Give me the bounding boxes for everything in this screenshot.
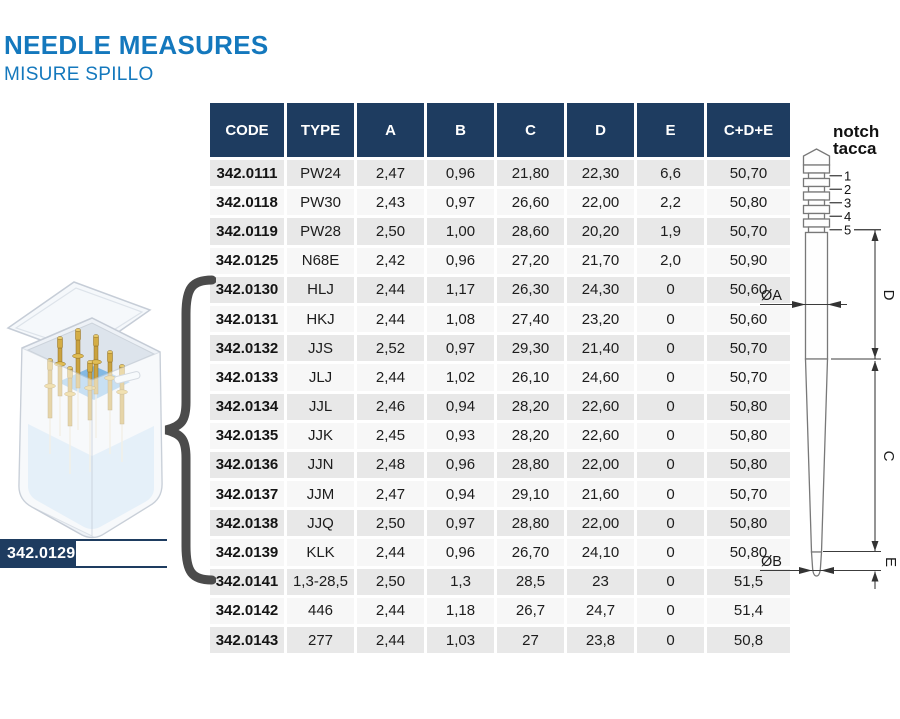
title-block: [4, 30, 269, 86]
cell-cde: 50,70: [707, 335, 790, 361]
cell-d: 22,00: [567, 510, 634, 536]
cell-type: JLJ: [287, 364, 354, 390]
product-box-photo: [2, 266, 174, 546]
cell-b: 1,18: [427, 598, 494, 624]
cell-cde: 50,80: [707, 510, 790, 536]
cell-cde: 50,80: [707, 423, 790, 449]
cell-b: 1,08: [427, 306, 494, 332]
cell-a: 2,44: [357, 627, 424, 653]
cell-d: 24,60: [567, 364, 634, 390]
cell-c: 29,10: [497, 481, 564, 507]
cell-d: 22,00: [567, 452, 634, 478]
cell-e: 0: [637, 598, 704, 624]
cell-code: 342.0142: [210, 598, 284, 624]
cell-e: 0: [637, 364, 704, 390]
cell-b: 1,3: [427, 569, 494, 595]
cell-c: 26,30: [497, 277, 564, 303]
cell-type: N68E: [287, 248, 354, 274]
cell-a: 2,43: [357, 189, 424, 215]
cell-d: 24,30: [567, 277, 634, 303]
table-row: [210, 539, 790, 565]
cell-c: 26,60: [497, 189, 564, 215]
cell-e: 0: [637, 335, 704, 361]
cell-e: 1,9: [637, 218, 704, 244]
cell-type: JJL: [287, 394, 354, 420]
cell-code: 342.0134: [210, 394, 284, 420]
cell-cde: 50,70: [707, 160, 790, 186]
svg-text:2: 2: [844, 182, 852, 197]
cell-c: 28,80: [497, 452, 564, 478]
cell-type: JJS: [287, 335, 354, 361]
cell-c: 28,80: [497, 510, 564, 536]
cell-code: 342.0133: [210, 364, 284, 390]
cell-d: 22,00: [567, 189, 634, 215]
dimension-lines: [760, 230, 899, 589]
cell-cde: 50,80: [707, 452, 790, 478]
table-row: [210, 335, 790, 361]
table-row: [210, 189, 790, 215]
cell-d: 23: [567, 569, 634, 595]
cell-e: 0: [637, 306, 704, 332]
table-row: [210, 218, 790, 244]
cell-a: 2,44: [357, 306, 424, 332]
table-row: [210, 306, 790, 332]
cell-a: 2,44: [357, 539, 424, 565]
cell-d: 21,60: [567, 481, 634, 507]
cell-e: 0: [637, 510, 704, 536]
cell-d: 22,60: [567, 423, 634, 449]
cell-a: 2,47: [357, 160, 424, 186]
cell-code: 342.0118: [210, 189, 284, 215]
cell-type: JJK: [287, 423, 354, 449]
cell-b: 0,97: [427, 510, 494, 536]
column-header-c: C: [497, 103, 564, 157]
column-header-e: E: [637, 103, 704, 157]
cell-b: 1,17: [427, 277, 494, 303]
cell-code: 342.0132: [210, 335, 284, 361]
notch-ticks: [830, 176, 882, 230]
cell-a: 2,47: [357, 481, 424, 507]
cell-cde: 51,4: [707, 598, 790, 624]
cell-cde: 51,5: [707, 569, 790, 595]
cell-type: PW24: [287, 160, 354, 186]
cell-b: 0,94: [427, 394, 494, 420]
table-row: [210, 394, 790, 420]
dim-label-d: D: [880, 289, 897, 301]
table-row: [210, 452, 790, 478]
cell-c: 26,10: [497, 364, 564, 390]
cell-d: 23,8: [567, 627, 634, 653]
cell-b: 0,96: [427, 160, 494, 186]
cell-b: 0,97: [427, 335, 494, 361]
cell-c: 27,20: [497, 248, 564, 274]
cell-code: 342.0111: [210, 160, 284, 186]
cell-a: 2,48: [357, 452, 424, 478]
table-row: [210, 248, 790, 274]
cell-e: 0: [637, 569, 704, 595]
cell-c: 28,20: [497, 423, 564, 449]
column-header-type: TYPE: [287, 103, 354, 157]
cell-type: HLJ: [287, 277, 354, 303]
cell-code: 342.0139: [210, 539, 284, 565]
cell-d: 24,7: [567, 598, 634, 624]
needle-outline: [804, 149, 830, 576]
cell-b: 1,03: [427, 627, 494, 653]
cell-d: 23,20: [567, 306, 634, 332]
column-header-d: D: [567, 103, 634, 157]
cell-e: 0: [637, 481, 704, 507]
cell-d: 20,20: [567, 218, 634, 244]
svg-text:5: 5: [844, 222, 852, 238]
cell-d: 22,60: [567, 394, 634, 420]
cell-type: PW28: [287, 218, 354, 244]
cell-b: 0,96: [427, 248, 494, 274]
cell-c: 27: [497, 627, 564, 653]
cell-a: 2,50: [357, 510, 424, 536]
cell-cde: 50,80: [707, 539, 790, 565]
cell-type: KLK: [287, 539, 354, 565]
cell-c: 29,30: [497, 335, 564, 361]
notch-label-it: tacca: [833, 139, 877, 158]
cell-type: JJN: [287, 452, 354, 478]
cell-b: 0,94: [427, 481, 494, 507]
cell-cde: 50,80: [707, 189, 790, 215]
cell-type: 277: [287, 627, 354, 653]
kit-code-badge: 342.0129: [0, 541, 76, 566]
dim-label-b: ØB: [761, 554, 782, 570]
cell-code: 342.0137: [210, 481, 284, 507]
cell-type: 446: [287, 598, 354, 624]
table-header-row: [210, 103, 790, 157]
cell-e: 0: [637, 277, 704, 303]
cell-b: 0,96: [427, 452, 494, 478]
measures-table-body: [210, 160, 790, 653]
cell-a: 2,44: [357, 364, 424, 390]
kit-label-strip: [0, 539, 167, 568]
cell-e: 2,2: [637, 189, 704, 215]
page-title: NEEDLE MEASURES: [4, 30, 269, 60]
cell-c: 28,60: [497, 218, 564, 244]
cell-type: HKJ: [287, 306, 354, 332]
cell-e: 0: [637, 627, 704, 653]
dim-label-e: E: [882, 556, 899, 568]
cell-cde: 50,70: [707, 218, 790, 244]
needle-diagram: [755, 108, 900, 608]
cell-b: 0,96: [427, 539, 494, 565]
column-header-code: CODE: [210, 103, 284, 157]
table-row: [210, 160, 790, 186]
cell-b: 1,02: [427, 364, 494, 390]
cell-cde: 50,80: [707, 394, 790, 420]
table-row: [210, 423, 790, 449]
needle-measures-table: [207, 100, 793, 656]
cell-cde: 50,90: [707, 248, 790, 274]
svg-text:4: 4: [844, 209, 852, 224]
cell-e: 0: [637, 423, 704, 449]
cell-b: 0,93: [427, 423, 494, 449]
table-row: [210, 627, 790, 653]
cell-type: JJM: [287, 481, 354, 507]
cell-type: JJQ: [287, 510, 354, 536]
cell-a: 2,42: [357, 248, 424, 274]
cell-code: 342.0138: [210, 510, 284, 536]
cell-c: 26,7: [497, 598, 564, 624]
cell-a: 2,44: [357, 277, 424, 303]
column-header-a: A: [357, 103, 424, 157]
cell-e: 0: [637, 394, 704, 420]
cell-type: 1,3-28,5: [287, 569, 354, 595]
cell-code: 342.0119: [210, 218, 284, 244]
cell-type: PW30: [287, 189, 354, 215]
dim-label-a: ØA: [761, 288, 782, 304]
cell-d: 21,70: [567, 248, 634, 274]
cell-c: 21,80: [497, 160, 564, 186]
cell-code: 342.0135: [210, 423, 284, 449]
table-row: [210, 364, 790, 390]
table-row: [210, 510, 790, 536]
cell-code: 342.0125: [210, 248, 284, 274]
notch-numbers: [844, 169, 851, 238]
cell-e: 0: [637, 452, 704, 478]
cell-c: 28,20: [497, 394, 564, 420]
cell-code: 342.0141: [210, 569, 284, 595]
cell-code: 342.0131: [210, 306, 284, 332]
cell-c: 26,70: [497, 539, 564, 565]
cell-d: 24,10: [567, 539, 634, 565]
table-row: [210, 569, 790, 595]
cell-cde: 50,60: [707, 277, 790, 303]
cell-a: 2,45: [357, 423, 424, 449]
cell-c: 27,40: [497, 306, 564, 332]
svg-text:1: 1: [844, 168, 852, 184]
table-row: [210, 277, 790, 303]
cell-cde: 50,60: [707, 306, 790, 332]
cell-b: 1,00: [427, 218, 494, 244]
cell-a: 2,44: [357, 598, 424, 624]
cell-b: 0,97: [427, 189, 494, 215]
table-row: [210, 598, 790, 624]
cell-cde: 50,70: [707, 364, 790, 390]
column-header-c-d-e: C+D+E: [707, 103, 790, 157]
cell-a: 2,50: [357, 569, 424, 595]
cell-cde: 50,8: [707, 627, 790, 653]
cell-a: 2,52: [357, 335, 424, 361]
cell-cde: 50,70: [707, 481, 790, 507]
cell-code: 342.0136: [210, 452, 284, 478]
svg-text:3: 3: [844, 195, 852, 211]
column-header-b: B: [427, 103, 494, 157]
cell-e: 0: [637, 539, 704, 565]
cell-d: 22,30: [567, 160, 634, 186]
dim-label-c: C: [880, 450, 897, 462]
notch-label-en: notch: [833, 122, 880, 141]
table-row: [210, 481, 790, 507]
cell-code: 342.0143: [210, 627, 284, 653]
cell-a: 2,46: [357, 394, 424, 420]
cell-a: 2,50: [357, 218, 424, 244]
page-subtitle: MISURE SPILLO: [4, 64, 154, 85]
cell-c: 28,5: [497, 569, 564, 595]
cell-code: 342.0130: [210, 277, 284, 303]
cell-d: 21,40: [567, 335, 634, 361]
cell-e: 2,0: [637, 248, 704, 274]
cell-e: 6,6: [637, 160, 704, 186]
